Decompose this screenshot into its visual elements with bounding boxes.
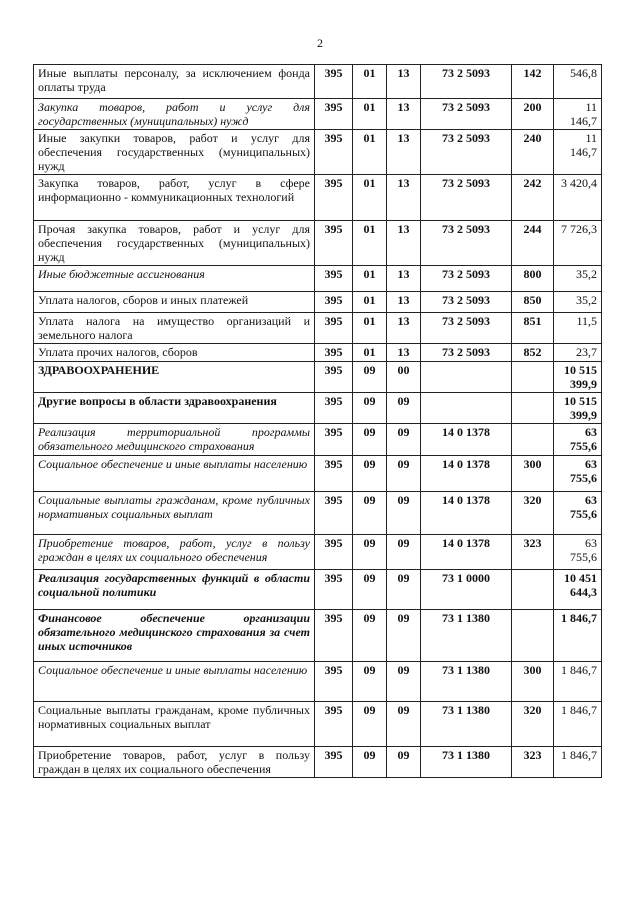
- row-target-article: 14 0 1378: [421, 456, 512, 492]
- row-section-code: 09: [353, 610, 387, 662]
- row-target-article: 73 2 5093: [421, 292, 512, 313]
- table-row: [34, 130, 602, 175]
- row-section-code: 09: [353, 570, 387, 610]
- table-row: [34, 65, 602, 99]
- row-subsection-code: 00: [387, 362, 421, 393]
- table-row: [34, 221, 602, 266]
- row-name: Иные бюджетные ассигнования: [34, 266, 315, 292]
- row-expense-type: 142: [512, 65, 554, 99]
- table-row: [34, 535, 602, 570]
- row-target-article: 73 1 1380: [421, 747, 512, 778]
- row-subsection-code: 09: [387, 702, 421, 747]
- row-subsection-code: 13: [387, 221, 421, 266]
- row-ved-code: 395: [315, 175, 353, 221]
- row-target-article: 73 1 1380: [421, 662, 512, 702]
- row-name: Социальное обеспечение и иные выплаты населению: [34, 662, 315, 702]
- row-target-article: 73 2 5093: [421, 65, 512, 99]
- table-row: [34, 266, 602, 292]
- table-row: [34, 702, 602, 747]
- row-section-code: 01: [353, 292, 387, 313]
- table-row: [34, 292, 602, 313]
- row-expense-type: 323: [512, 535, 554, 570]
- row-ved-code: 395: [315, 702, 353, 747]
- row-target-article: 14 0 1378: [421, 492, 512, 535]
- row-amount: 1 846,7: [554, 610, 602, 662]
- row-subsection-code: 09: [387, 747, 421, 778]
- row-target-article: 73 2 5093: [421, 99, 512, 130]
- table-row: [34, 492, 602, 535]
- row-expense-type: 242: [512, 175, 554, 221]
- row-target-article: 73 1 0000: [421, 570, 512, 610]
- row-expense-type: [512, 424, 554, 456]
- table-body: [34, 65, 602, 778]
- row-ved-code: 395: [315, 610, 353, 662]
- row-name: Иные выплаты персоналу, за исключением фонда оплаты труда: [34, 65, 315, 99]
- row-name: Уплата налогов, сборов и иных платежей: [34, 292, 315, 313]
- row-amount: 23,7: [554, 344, 602, 362]
- row-ved-code: 395: [315, 99, 353, 130]
- row-ved-code: 395: [315, 424, 353, 456]
- row-name: Закупка товаров, работ, услуг в сфере информационно - коммуникационных технологий: [34, 175, 315, 221]
- row-expense-type: [512, 570, 554, 610]
- row-subsection-code: 09: [387, 610, 421, 662]
- row-subsection-code: 13: [387, 344, 421, 362]
- table-row: [34, 456, 602, 492]
- row-subsection-code: 13: [387, 99, 421, 130]
- row-expense-type: 200: [512, 99, 554, 130]
- row-subsection-code: 13: [387, 175, 421, 221]
- row-amount: 63 755,6: [554, 424, 602, 456]
- row-target-article: 14 0 1378: [421, 535, 512, 570]
- row-target-article: 73 2 5093: [421, 130, 512, 175]
- row-name: Другие вопросы в области здравоохранения: [34, 393, 315, 424]
- row-expense-type: [512, 393, 554, 424]
- row-amount: 63 755,6: [554, 456, 602, 492]
- row-section-code: 09: [353, 393, 387, 424]
- row-expense-type: 850: [512, 292, 554, 313]
- budget-table: [33, 64, 602, 778]
- row-section-code: 01: [353, 65, 387, 99]
- row-amount: 11 146,7: [554, 130, 602, 175]
- row-subsection-code: 13: [387, 292, 421, 313]
- row-amount: 3 420,4: [554, 175, 602, 221]
- row-name: Приобретение товаров, работ, услуг в пользу граждан в целях их социального обеспечения: [34, 535, 315, 570]
- table-row: [34, 99, 602, 130]
- row-target-article: 73 1 1380: [421, 610, 512, 662]
- table-row: [34, 610, 602, 662]
- row-subsection-code: 13: [387, 65, 421, 99]
- row-section-code: 01: [353, 99, 387, 130]
- row-ved-code: 395: [315, 492, 353, 535]
- row-ved-code: 395: [315, 570, 353, 610]
- row-expense-type: 320: [512, 492, 554, 535]
- table-row: [34, 313, 602, 344]
- row-subsection-code: 09: [387, 570, 421, 610]
- row-subsection-code: 09: [387, 456, 421, 492]
- row-name: Социальное обеспечение и иные выплаты населению: [34, 456, 315, 492]
- row-target-article: [421, 362, 512, 393]
- row-amount: 1 846,7: [554, 662, 602, 702]
- row-ved-code: 395: [315, 266, 353, 292]
- row-target-article: 73 2 5093: [421, 221, 512, 266]
- row-expense-type: 320: [512, 702, 554, 747]
- row-subsection-code: 09: [387, 662, 421, 702]
- row-ved-code: 395: [315, 130, 353, 175]
- row-amount: 35,2: [554, 266, 602, 292]
- row-ved-code: 395: [315, 292, 353, 313]
- row-section-code: 09: [353, 702, 387, 747]
- row-target-article: 73 2 5093: [421, 313, 512, 344]
- row-section-code: 01: [353, 175, 387, 221]
- row-amount: 63 755,6: [554, 492, 602, 535]
- row-name: Уплата прочих налогов, сборов: [34, 344, 315, 362]
- table-row: [34, 362, 602, 393]
- row-section-code: 01: [353, 221, 387, 266]
- row-section-code: 09: [353, 535, 387, 570]
- row-name: Реализация государственных функций в области социальной политики: [34, 570, 315, 610]
- row-ved-code: 395: [315, 535, 353, 570]
- row-expense-type: 240: [512, 130, 554, 175]
- row-subsection-code: 09: [387, 492, 421, 535]
- row-expense-type: 852: [512, 344, 554, 362]
- row-target-article: 73 2 5093: [421, 266, 512, 292]
- table-row: [34, 175, 602, 221]
- row-ved-code: 395: [315, 344, 353, 362]
- row-amount: 11,5: [554, 313, 602, 344]
- row-name: Реализация территориальной программы обязательного медицинского страхования: [34, 424, 315, 456]
- row-ved-code: 395: [315, 221, 353, 266]
- row-amount: 10 515 399,9: [554, 362, 602, 393]
- row-section-code: 01: [353, 344, 387, 362]
- row-name: Закупка товаров, работ и услуг для государственных (муниципальных) нужд: [34, 99, 315, 130]
- row-expense-type: 851: [512, 313, 554, 344]
- table-row: [34, 662, 602, 702]
- row-expense-type: 300: [512, 662, 554, 702]
- row-section-code: 01: [353, 130, 387, 175]
- row-target-article: 73 2 5093: [421, 344, 512, 362]
- row-ved-code: 395: [315, 456, 353, 492]
- row-ved-code: 395: [315, 662, 353, 702]
- row-amount: 546,8: [554, 65, 602, 99]
- row-section-code: 09: [353, 362, 387, 393]
- row-name: Социальные выплаты гражданам, кроме публичных нормативных социальных выплат: [34, 702, 315, 747]
- row-section-code: 09: [353, 492, 387, 535]
- row-amount: 10 515 399,9: [554, 393, 602, 424]
- row-amount: 11 146,7: [554, 99, 602, 130]
- table-row: [34, 570, 602, 610]
- row-name: Иные закупки товаров, работ и услуг для обеспечения государственных (муниципальных) нужд: [34, 130, 315, 175]
- row-ved-code: 395: [315, 362, 353, 393]
- row-subsection-code: 13: [387, 313, 421, 344]
- page-number: 2: [317, 36, 323, 50]
- row-name: Уплата налога на имущество организаций и земельного налога: [34, 313, 315, 344]
- row-amount: 1 846,7: [554, 747, 602, 778]
- row-name: ЗДРАВООХРАНЕНИЕ: [34, 362, 315, 393]
- row-subsection-code: 13: [387, 266, 421, 292]
- row-expense-type: [512, 610, 554, 662]
- row-expense-type: 323: [512, 747, 554, 778]
- row-ved-code: 395: [315, 313, 353, 344]
- table-row: [34, 424, 602, 456]
- row-ved-code: 395: [315, 393, 353, 424]
- row-expense-type: 800: [512, 266, 554, 292]
- row-subsection-code: 09: [387, 424, 421, 456]
- row-name: Финансовое обеспечение организации обязательного медицинского страхования за счет иных источников: [34, 610, 315, 662]
- row-expense-type: 244: [512, 221, 554, 266]
- row-subsection-code: 09: [387, 535, 421, 570]
- row-section-code: 09: [353, 747, 387, 778]
- row-amount: 1 846,7: [554, 702, 602, 747]
- table-row: [34, 747, 602, 778]
- row-section-code: 09: [353, 424, 387, 456]
- row-section-code: 09: [353, 662, 387, 702]
- row-target-article: 73 2 5093: [421, 175, 512, 221]
- row-amount: 63 755,6: [554, 535, 602, 570]
- row-subsection-code: 09: [387, 393, 421, 424]
- table-row: [34, 393, 602, 424]
- row-target-article: 73 1 1380: [421, 702, 512, 747]
- row-name: Социальные выплаты гражданам, кроме публичных нормативных социальных выплат: [34, 492, 315, 535]
- row-ved-code: 395: [315, 747, 353, 778]
- row-amount: 10 451 644,3: [554, 570, 602, 610]
- row-target-article: 14 0 1378: [421, 424, 512, 456]
- row-amount: 7 726,3: [554, 221, 602, 266]
- row-section-code: 01: [353, 313, 387, 344]
- row-expense-type: [512, 362, 554, 393]
- row-subsection-code: 13: [387, 130, 421, 175]
- row-section-code: 09: [353, 456, 387, 492]
- row-expense-type: 300: [512, 456, 554, 492]
- row-amount: 35,2: [554, 292, 602, 313]
- row-section-code: 01: [353, 266, 387, 292]
- row-name: Приобретение товаров, работ, услуг в пользу граждан в целях их социального обеспечения: [34, 747, 315, 778]
- table-row: [34, 344, 602, 362]
- row-name: Прочая закупка товаров, работ и услуг для обеспечения государственных (муниципальных) нужд: [34, 221, 315, 266]
- row-ved-code: 395: [315, 65, 353, 99]
- row-target-article: [421, 393, 512, 424]
